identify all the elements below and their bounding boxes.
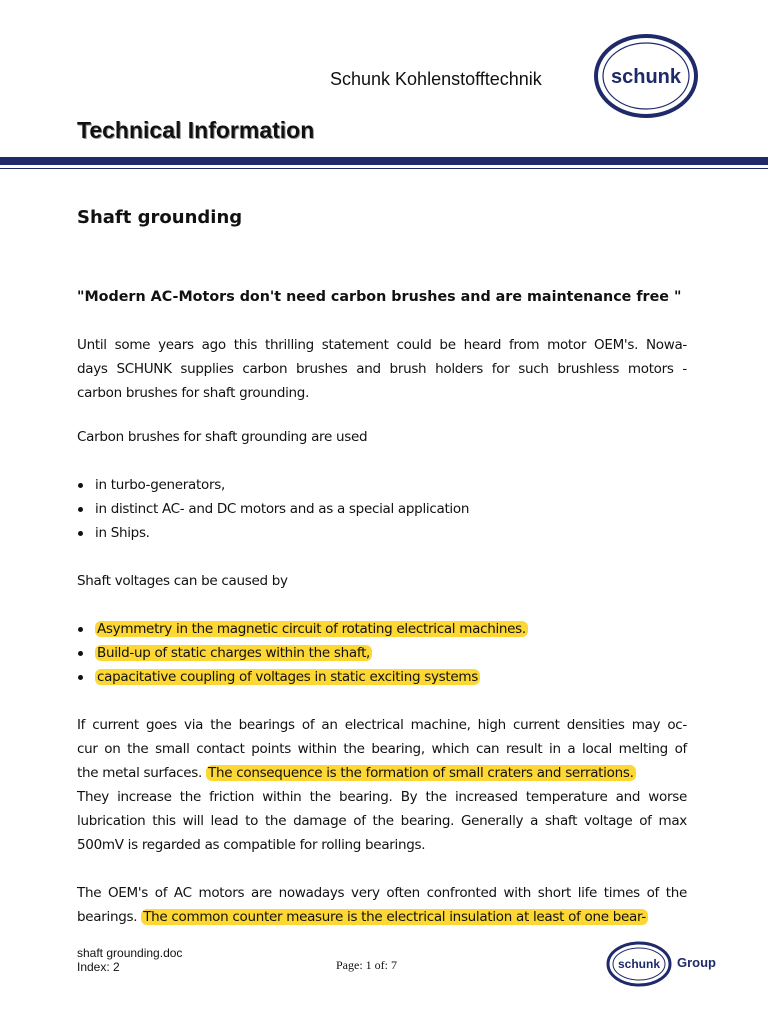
text-line <box>77 761 687 785</box>
usage-list <box>77 473 687 545</box>
footer-file-info <box>77 946 182 974</box>
list-item: in turbo-generators, <box>77 473 687 497</box>
header-rule <box>0 157 768 165</box>
highlighted-text: The common counter measure is the electrical insulation at least of one bear- <box>143 909 646 925</box>
list-item <box>77 665 687 689</box>
text-segment: bearings. <box>77 909 142 925</box>
text-line: days SCHUNK supplies carbon brushes and brush holders for such brushless motors - <box>77 361 687 377</box>
highlighted-text: Build-up of static charges within the shaft, <box>97 645 371 661</box>
usage-intro: Carbon brushes for shaft grounding are used <box>77 429 368 445</box>
list-item <box>77 641 687 665</box>
highlighted-text: Asymmetry in the magnetic circuit of rotating electrical machines. <box>97 621 526 637</box>
text-line: lubrication this will lead to the damage of the bearing. Generally a shaft voltage of max <box>77 813 687 829</box>
text-line: 500mV is regarded as compatible for rolling bearings. <box>77 837 426 853</box>
quote-heading: "Modern AC-Motors don't need carbon brushes and are maintenance free " <box>77 289 682 305</box>
text-line: cur on the small contact points within the bearing, which can result in a local melting of <box>77 741 687 757</box>
list-item: in Ships. <box>77 521 687 545</box>
group-label: Group <box>677 955 716 970</box>
text-line <box>77 905 687 929</box>
footer-index: Index: 2 <box>77 960 120 974</box>
schunk-logo <box>592 32 700 120</box>
svg-text:schunk: schunk <box>610 66 682 88</box>
highlighted-text: capacitative coupling of voltages in static exciting systems <box>97 669 478 685</box>
document-body <box>77 285 687 929</box>
highlighted-text: The consequence is the formation of small craters and serrations. <box>208 765 634 781</box>
text-segment: the metal surfaces. <box>77 765 207 781</box>
causes-list <box>77 617 687 689</box>
text-line: They increase the friction within the bearing. By the increased temperature and worse <box>77 789 687 805</box>
footer-page-number: Page: 1 of: 7 <box>336 958 397 972</box>
intro-paragraph <box>77 333 687 405</box>
oem-paragraph <box>77 881 687 929</box>
footer-filename: shaft grounding.doc <box>77 946 183 960</box>
section-title: Shaft grounding <box>77 207 243 228</box>
text-line: The OEM's of AC motors are nowadays very often confronted with short life times of the <box>77 885 687 901</box>
text-line: If current goes via the bearings of an electrical machine, high current densities may oc- <box>77 717 687 733</box>
schunk-group-logo <box>605 940 673 988</box>
causes-intro: Shaft voltages can be caused by <box>77 573 288 589</box>
list-item <box>77 617 687 641</box>
text-line: carbon brushes for shaft grounding. <box>77 385 310 401</box>
company-name: Schunk Kohlenstofftechnik <box>330 69 542 89</box>
text-line: Until some years ago this thrilling statement could be heard from motor OEM's. Nowa- <box>77 337 687 353</box>
bearing-paragraph <box>77 713 687 857</box>
svg-text:schunk: schunk <box>617 957 661 971</box>
document-title: Technical Information <box>77 117 315 143</box>
header-rule-thin <box>0 168 768 169</box>
list-item: in distinct AC- and DC motors and as a special application <box>77 497 687 521</box>
